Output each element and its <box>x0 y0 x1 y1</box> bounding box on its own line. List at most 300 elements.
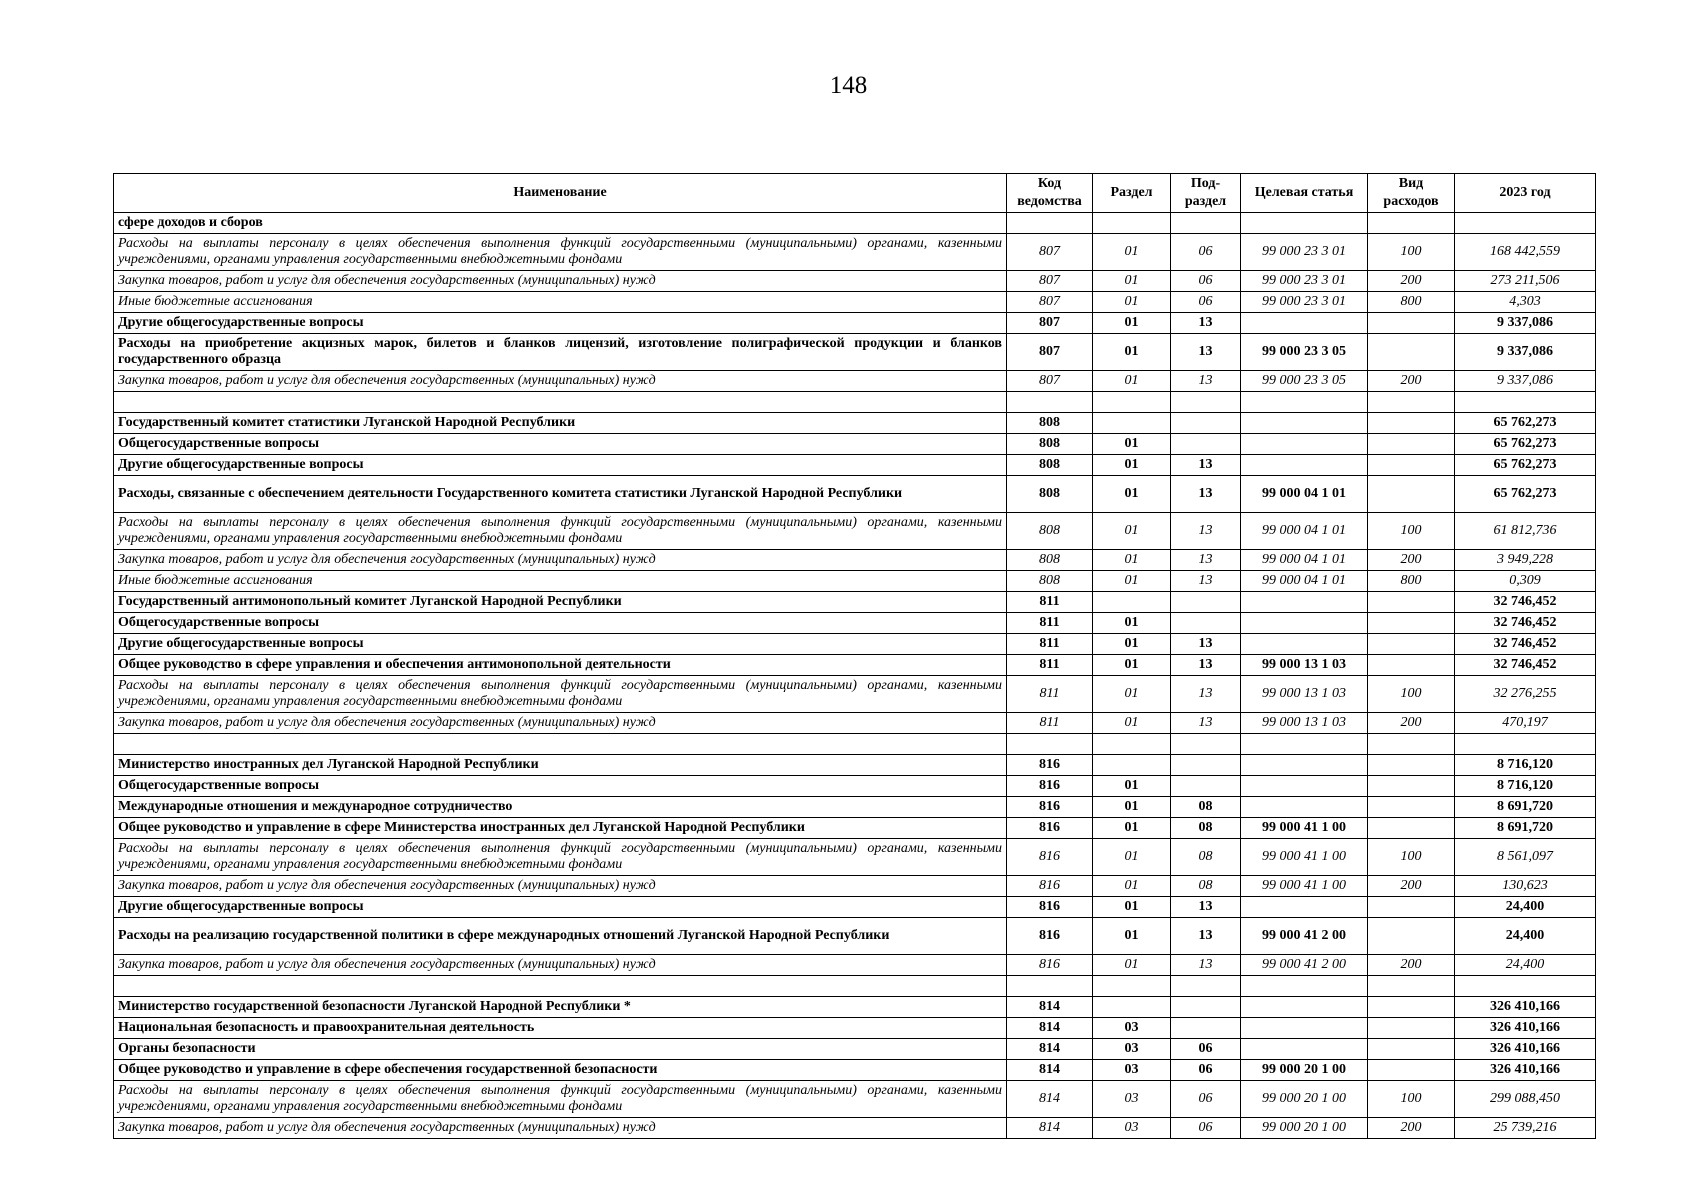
cell-code <box>1007 392 1093 413</box>
cell-section <box>1093 213 1171 234</box>
cell-amount <box>1455 213 1596 234</box>
cell-target <box>1241 455 1368 476</box>
cell-name: Расходы на выплаты персоналу в целях обеспечения выполнения функций государственными (муниципальными) органами, казенными учреждениями, органами управления государственными внебюджетными фондами <box>114 676 1007 713</box>
cell-target <box>1241 797 1368 818</box>
cell-target <box>1241 634 1368 655</box>
cell-name: Расходы, связанные с обеспечением деятельности Государственного комитета статистики Луганской Народной Республики <box>114 476 1007 513</box>
cell-expense-type: 100 <box>1368 839 1455 876</box>
cell-section: 01 <box>1093 371 1171 392</box>
cell-section: 01 <box>1093 655 1171 676</box>
table-row <box>114 413 1596 434</box>
cell-amount: 8 691,720 <box>1455 818 1596 839</box>
cell-amount: 326 410,166 <box>1455 1039 1596 1060</box>
cell-code <box>1007 976 1093 997</box>
cell-section <box>1093 734 1171 755</box>
cell-code: 816 <box>1007 897 1093 918</box>
cell-subsection: 06 <box>1171 1060 1241 1081</box>
header-year: 2023 год <box>1455 174 1596 213</box>
cell-code <box>1007 213 1093 234</box>
cell-amount: 9 337,086 <box>1455 334 1596 371</box>
cell-name <box>114 734 1007 755</box>
table-row <box>114 976 1596 997</box>
cell-subsection: 13 <box>1171 918 1241 955</box>
cell-code: 814 <box>1007 1039 1093 1060</box>
cell-name: Расходы на выплаты персоналу в целях обеспечения выполнения функций государственными (муниципальными) органами, казенными учреждениями, органами управления государственными внебюджетными фондами <box>114 513 1007 550</box>
cell-name: Другие общегосударственные вопросы <box>114 313 1007 334</box>
cell-code: 814 <box>1007 1081 1093 1118</box>
cell-section: 01 <box>1093 876 1171 897</box>
cell-section: 01 <box>1093 613 1171 634</box>
cell-expense-type <box>1368 613 1455 634</box>
cell-target <box>1241 592 1368 613</box>
cell-amount: 326 410,166 <box>1455 1060 1596 1081</box>
table-header-row <box>114 174 1596 213</box>
cell-expense-type <box>1368 776 1455 797</box>
table-row <box>114 755 1596 776</box>
cell-subsection: 06 <box>1171 292 1241 313</box>
cell-name: сфере доходов и сборов <box>114 213 1007 234</box>
cell-amount: 25 739,216 <box>1455 1118 1596 1139</box>
cell-section: 03 <box>1093 1018 1171 1039</box>
cell-section: 03 <box>1093 1081 1171 1118</box>
cell-name: Расходы на приобретение акцизных марок, билетов и бланков лицензий, изготовление полиграфической продукции и бланков государственного образца <box>114 334 1007 371</box>
table-row <box>114 476 1596 513</box>
cell-amount: 32 746,452 <box>1455 655 1596 676</box>
cell-expense-type <box>1368 897 1455 918</box>
cell-subsection <box>1171 1018 1241 1039</box>
cell-amount <box>1455 734 1596 755</box>
cell-amount: 4,303 <box>1455 292 1596 313</box>
cell-target: 99 000 13 1 03 <box>1241 676 1368 713</box>
budget-table <box>113 173 1596 1139</box>
cell-name: Закупка товаров, работ и услуг для обеспечения государственных (муниципальных) нужд <box>114 713 1007 734</box>
header-expense-type: Вид расходов <box>1368 174 1455 213</box>
table-row <box>114 955 1596 976</box>
cell-section <box>1093 997 1171 1018</box>
cell-expense-type <box>1368 634 1455 655</box>
cell-section: 01 <box>1093 313 1171 334</box>
cell-amount <box>1455 392 1596 413</box>
cell-target: 99 000 23 3 05 <box>1241 334 1368 371</box>
table-row <box>114 655 1596 676</box>
table-row <box>114 1118 1596 1139</box>
cell-expense-type <box>1368 976 1455 997</box>
cell-name: Государственный комитет статистики Луганской Народной Республики <box>114 413 1007 434</box>
cell-target: 99 000 41 2 00 <box>1241 918 1368 955</box>
cell-amount: 65 762,273 <box>1455 434 1596 455</box>
table-row <box>114 392 1596 413</box>
cell-target <box>1241 734 1368 755</box>
cell-amount: 9 337,086 <box>1455 313 1596 334</box>
cell-code: 811 <box>1007 676 1093 713</box>
cell-name: Общее руководство и управление в сфере обеспечения государственной безопасности <box>114 1060 1007 1081</box>
cell-target: 99 000 04 1 01 <box>1241 550 1368 571</box>
cell-section: 03 <box>1093 1118 1171 1139</box>
table-row <box>114 613 1596 634</box>
cell-section: 01 <box>1093 776 1171 797</box>
cell-name: Иные бюджетные ассигнования <box>114 292 1007 313</box>
cell-section: 01 <box>1093 434 1171 455</box>
cell-subsection <box>1171 392 1241 413</box>
cell-name: Расходы на выплаты персоналу в целях обеспечения выполнения функций государственными (муниципальными) органами, казенными учреждениями, органами управления государственными внебюджетными фондами <box>114 234 1007 271</box>
cell-expense-type <box>1368 313 1455 334</box>
cell-subsection: 13 <box>1171 455 1241 476</box>
cell-subsection <box>1171 213 1241 234</box>
cell-target <box>1241 213 1368 234</box>
cell-amount: 32 276,255 <box>1455 676 1596 713</box>
cell-section: 01 <box>1093 818 1171 839</box>
table-row <box>114 513 1596 550</box>
cell-code: 814 <box>1007 1060 1093 1081</box>
cell-code: 808 <box>1007 550 1093 571</box>
cell-subsection <box>1171 734 1241 755</box>
cell-name: Общегосударственные вопросы <box>114 613 1007 634</box>
cell-section: 03 <box>1093 1060 1171 1081</box>
cell-subsection: 13 <box>1171 955 1241 976</box>
cell-name: Общегосударственные вопросы <box>114 776 1007 797</box>
cell-subsection: 13 <box>1171 897 1241 918</box>
table-row <box>114 1081 1596 1118</box>
cell-code: 816 <box>1007 755 1093 776</box>
cell-name: Национальная безопасность и правоохранительная деятельность <box>114 1018 1007 1039</box>
cell-expense-type: 200 <box>1368 1118 1455 1139</box>
cell-section: 01 <box>1093 897 1171 918</box>
cell-expense-type: 100 <box>1368 234 1455 271</box>
cell-target: 99 000 23 3 05 <box>1241 371 1368 392</box>
cell-expense-type <box>1368 392 1455 413</box>
cell-target <box>1241 392 1368 413</box>
cell-amount: 299 088,450 <box>1455 1081 1596 1118</box>
cell-target: 99 000 23 3 01 <box>1241 271 1368 292</box>
cell-code: 814 <box>1007 997 1093 1018</box>
cell-expense-type: 800 <box>1368 292 1455 313</box>
cell-section: 01 <box>1093 476 1171 513</box>
cell-subsection: 13 <box>1171 713 1241 734</box>
cell-name: Закупка товаров, работ и услуг для обеспечения государственных (муниципальных) нужд <box>114 955 1007 976</box>
header-target: Целевая статья <box>1241 174 1368 213</box>
cell-section: 01 <box>1093 918 1171 955</box>
cell-target: 99 000 20 1 00 <box>1241 1081 1368 1118</box>
cell-target <box>1241 1039 1368 1060</box>
table-row <box>114 434 1596 455</box>
cell-subsection <box>1171 776 1241 797</box>
cell-subsection: 13 <box>1171 371 1241 392</box>
cell-code: 816 <box>1007 797 1093 818</box>
cell-section: 01 <box>1093 797 1171 818</box>
cell-expense-type <box>1368 655 1455 676</box>
table-row <box>114 455 1596 476</box>
page-number: 148 <box>829 72 868 99</box>
cell-subsection: 06 <box>1171 1081 1241 1118</box>
cell-target <box>1241 313 1368 334</box>
cell-expense-type <box>1368 1060 1455 1081</box>
cell-amount: 8 691,720 <box>1455 797 1596 818</box>
cell-expense-type <box>1368 818 1455 839</box>
cell-name: Общегосударственные вопросы <box>114 434 1007 455</box>
cell-subsection: 06 <box>1171 1118 1241 1139</box>
table-row <box>114 1018 1596 1039</box>
cell-target: 99 000 04 1 01 <box>1241 476 1368 513</box>
cell-subsection <box>1171 413 1241 434</box>
table-row <box>114 734 1596 755</box>
cell-section: 01 <box>1093 292 1171 313</box>
cell-expense-type <box>1368 413 1455 434</box>
cell-expense-type: 100 <box>1368 676 1455 713</box>
cell-expense-type <box>1368 734 1455 755</box>
cell-amount: 326 410,166 <box>1455 1018 1596 1039</box>
cell-target <box>1241 997 1368 1018</box>
cell-expense-type: 200 <box>1368 876 1455 897</box>
cell-subsection: 08 <box>1171 818 1241 839</box>
table-row <box>114 839 1596 876</box>
cell-section: 01 <box>1093 513 1171 550</box>
cell-name <box>114 392 1007 413</box>
cell-subsection: 08 <box>1171 876 1241 897</box>
cell-name: Другие общегосударственные вопросы <box>114 455 1007 476</box>
cell-subsection: 06 <box>1171 1039 1241 1060</box>
cell-amount: 3 949,228 <box>1455 550 1596 571</box>
cell-target: 99 000 04 1 01 <box>1241 571 1368 592</box>
cell-section: 01 <box>1093 676 1171 713</box>
cell-section: 01 <box>1093 571 1171 592</box>
cell-expense-type: 200 <box>1368 271 1455 292</box>
cell-expense-type: 200 <box>1368 371 1455 392</box>
cell-section: 01 <box>1093 234 1171 271</box>
cell-code: 811 <box>1007 613 1093 634</box>
cell-subsection: 06 <box>1171 234 1241 271</box>
cell-section <box>1093 413 1171 434</box>
cell-expense-type <box>1368 755 1455 776</box>
cell-expense-type <box>1368 213 1455 234</box>
cell-code: 816 <box>1007 918 1093 955</box>
cell-code: 808 <box>1007 571 1093 592</box>
cell-amount: 8 561,097 <box>1455 839 1596 876</box>
cell-name: Иные бюджетные ассигнования <box>114 571 1007 592</box>
cell-expense-type <box>1368 1039 1455 1060</box>
cell-name: Государственный антимонопольный комитет Луганской Народной Республики <box>114 592 1007 613</box>
cell-expense-type <box>1368 592 1455 613</box>
cell-target: 99 000 13 1 03 <box>1241 655 1368 676</box>
table-row <box>114 713 1596 734</box>
cell-expense-type: 800 <box>1368 571 1455 592</box>
table-row <box>114 918 1596 955</box>
cell-subsection: 06 <box>1171 271 1241 292</box>
cell-name: Международные отношения и международное сотрудничество <box>114 797 1007 818</box>
table-row <box>114 234 1596 271</box>
cell-amount: 8 716,120 <box>1455 776 1596 797</box>
cell-subsection: 13 <box>1171 655 1241 676</box>
cell-subsection: 08 <box>1171 839 1241 876</box>
cell-section: 01 <box>1093 713 1171 734</box>
cell-section <box>1093 592 1171 613</box>
cell-code: 816 <box>1007 839 1093 876</box>
cell-target <box>1241 976 1368 997</box>
cell-code: 808 <box>1007 434 1093 455</box>
cell-subsection: 13 <box>1171 676 1241 713</box>
cell-code: 811 <box>1007 592 1093 613</box>
cell-code: 808 <box>1007 455 1093 476</box>
cell-section <box>1093 755 1171 776</box>
table-row <box>114 997 1596 1018</box>
cell-expense-type <box>1368 918 1455 955</box>
cell-amount: 0,309 <box>1455 571 1596 592</box>
cell-target: 99 000 04 1 01 <box>1241 513 1368 550</box>
cell-target <box>1241 413 1368 434</box>
cell-code: 814 <box>1007 1018 1093 1039</box>
cell-expense-type <box>1368 1018 1455 1039</box>
cell-expense-type: 100 <box>1368 1081 1455 1118</box>
cell-subsection <box>1171 434 1241 455</box>
cell-name: Другие общегосударственные вопросы <box>114 634 1007 655</box>
cell-expense-type: 200 <box>1368 713 1455 734</box>
cell-subsection <box>1171 592 1241 613</box>
cell-name: Другие общегосударственные вопросы <box>114 897 1007 918</box>
cell-code: 807 <box>1007 292 1093 313</box>
table-row <box>114 213 1596 234</box>
cell-subsection <box>1171 613 1241 634</box>
cell-target <box>1241 434 1368 455</box>
cell-amount: 65 762,273 <box>1455 413 1596 434</box>
cell-subsection <box>1171 997 1241 1018</box>
cell-subsection: 13 <box>1171 634 1241 655</box>
cell-target: 99 000 41 2 00 <box>1241 955 1368 976</box>
cell-name: Закупка товаров, работ и услуг для обеспечения государственных (муниципальных) нужд <box>114 371 1007 392</box>
table-row <box>114 550 1596 571</box>
cell-amount: 61 812,736 <box>1455 513 1596 550</box>
cell-target: 99 000 20 1 00 <box>1241 1060 1368 1081</box>
cell-code: 807 <box>1007 234 1093 271</box>
cell-target: 99 000 13 1 03 <box>1241 713 1368 734</box>
cell-section: 01 <box>1093 271 1171 292</box>
cell-target <box>1241 755 1368 776</box>
cell-target: 99 000 23 3 01 <box>1241 292 1368 313</box>
cell-name: Расходы на выплаты персоналу в целях обеспечения выполнения функций государственными (муниципальными) органами, казенными учреждениями, органами управления государственными внебюджетными фондами <box>114 839 1007 876</box>
cell-name: Министерство государственной безопасности Луганской Народной Республики * <box>114 997 1007 1018</box>
table-row <box>114 292 1596 313</box>
cell-target: 99 000 23 3 01 <box>1241 234 1368 271</box>
cell-amount: 32 746,452 <box>1455 592 1596 613</box>
cell-target: 99 000 20 1 00 <box>1241 1118 1368 1139</box>
cell-subsection <box>1171 755 1241 776</box>
cell-name: Закупка товаров, работ и услуг для обеспечения государственных (муниципальных) нужд <box>114 876 1007 897</box>
table-row <box>114 797 1596 818</box>
cell-name: Общее руководство в сфере управления и обеспечения антимонопольной деятельности <box>114 655 1007 676</box>
header-code: Код ведомства <box>1007 174 1093 213</box>
cell-code: 811 <box>1007 655 1093 676</box>
cell-expense-type: 200 <box>1368 955 1455 976</box>
cell-section: 03 <box>1093 1039 1171 1060</box>
cell-name: Закупка товаров, работ и услуг для обеспечения государственных (муниципальных) нужд <box>114 550 1007 571</box>
cell-target <box>1241 613 1368 634</box>
cell-code: 808 <box>1007 413 1093 434</box>
table-row <box>114 1039 1596 1060</box>
cell-amount: 130,623 <box>1455 876 1596 897</box>
cell-amount: 273 211,506 <box>1455 271 1596 292</box>
cell-amount: 168 442,559 <box>1455 234 1596 271</box>
cell-code: 816 <box>1007 876 1093 897</box>
cell-name: Закупка товаров, работ и услуг для обеспечения государственных (муниципальных) нужд <box>114 1118 1007 1139</box>
cell-amount: 24,400 <box>1455 955 1596 976</box>
cell-code: 808 <box>1007 513 1093 550</box>
table-row <box>114 676 1596 713</box>
cell-subsection: 13 <box>1171 513 1241 550</box>
cell-name: Закупка товаров, работ и услуг для обеспечения государственных (муниципальных) нужд <box>114 271 1007 292</box>
cell-code: 807 <box>1007 334 1093 371</box>
table-row <box>114 571 1596 592</box>
cell-expense-type <box>1368 997 1455 1018</box>
cell-code: 807 <box>1007 271 1093 292</box>
cell-subsection: 13 <box>1171 313 1241 334</box>
cell-name: Органы безопасности <box>114 1039 1007 1060</box>
cell-section <box>1093 392 1171 413</box>
cell-section <box>1093 976 1171 997</box>
cell-expense-type: 200 <box>1368 550 1455 571</box>
cell-code <box>1007 734 1093 755</box>
cell-section: 01 <box>1093 955 1171 976</box>
cell-code: 811 <box>1007 713 1093 734</box>
cell-section: 01 <box>1093 334 1171 371</box>
cell-amount: 65 762,273 <box>1455 455 1596 476</box>
cell-amount: 65 762,273 <box>1455 476 1596 513</box>
cell-code: 808 <box>1007 476 1093 513</box>
cell-amount: 24,400 <box>1455 897 1596 918</box>
cell-name: Расходы на выплаты персоналу в целях обеспечения выполнения функций государственными (муниципальными) органами, казенными учреждениями, органами управления государственными внебюджетными фондами <box>114 1081 1007 1118</box>
cell-section: 01 <box>1093 455 1171 476</box>
header-section: Раздел <box>1093 174 1171 213</box>
cell-target <box>1241 897 1368 918</box>
cell-subsection: 13 <box>1171 334 1241 371</box>
header-name: Наименование <box>114 174 1007 213</box>
cell-amount: 9 337,086 <box>1455 371 1596 392</box>
cell-name <box>114 976 1007 997</box>
table-row <box>114 592 1596 613</box>
cell-subsection <box>1171 976 1241 997</box>
table-row <box>114 371 1596 392</box>
cell-code: 807 <box>1007 371 1093 392</box>
table-row <box>114 271 1596 292</box>
cell-amount: 470,197 <box>1455 713 1596 734</box>
cell-name: Министерство иностранных дел Луганской Народной Республики <box>114 755 1007 776</box>
cell-code: 816 <box>1007 955 1093 976</box>
cell-amount <box>1455 976 1596 997</box>
cell-code: 811 <box>1007 634 1093 655</box>
cell-target <box>1241 1018 1368 1039</box>
cell-target: 99 000 41 1 00 <box>1241 818 1368 839</box>
cell-expense-type: 100 <box>1368 513 1455 550</box>
cell-expense-type <box>1368 797 1455 818</box>
cell-name: Общее руководство и управление в сфере Министерства иностранных дел Луганской Народной Республики <box>114 818 1007 839</box>
table-row <box>114 1060 1596 1081</box>
cell-amount: 32 746,452 <box>1455 634 1596 655</box>
table-row <box>114 897 1596 918</box>
cell-amount: 24,400 <box>1455 918 1596 955</box>
cell-target <box>1241 776 1368 797</box>
table-row <box>114 313 1596 334</box>
table-row <box>114 334 1596 371</box>
cell-section: 01 <box>1093 634 1171 655</box>
cell-code: 814 <box>1007 1118 1093 1139</box>
cell-expense-type <box>1368 476 1455 513</box>
cell-expense-type <box>1368 334 1455 371</box>
cell-section: 01 <box>1093 550 1171 571</box>
cell-subsection: 13 <box>1171 550 1241 571</box>
cell-code: 816 <box>1007 776 1093 797</box>
cell-subsection: 08 <box>1171 797 1241 818</box>
cell-target: 99 000 41 1 00 <box>1241 876 1368 897</box>
table-body <box>114 213 1596 1139</box>
cell-name: Расходы на реализацию государственной политики в сфере международных отношений Луганской Народной Республики <box>114 918 1007 955</box>
cell-subsection: 13 <box>1171 571 1241 592</box>
